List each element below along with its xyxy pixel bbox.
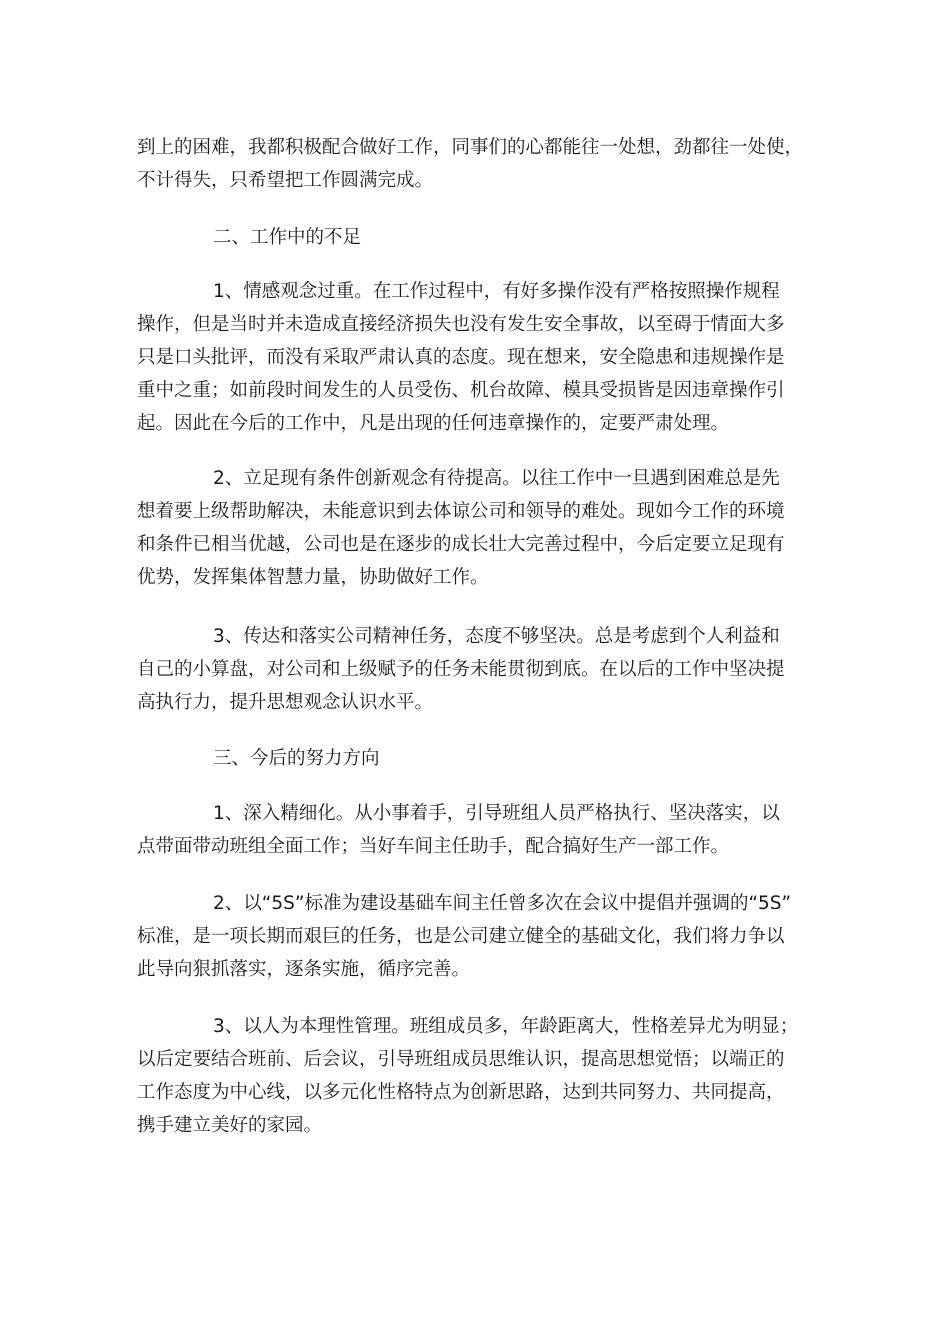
paragraph-line: 3、传达和落实公司精神任务，态度不够坚决。总是考虑到个人利益和 [213, 626, 780, 647]
paragraph-line: 以后定要结合班前、后会议，引导班组成员思维认识，提高思想觉悟；以端正的 [137, 1049, 785, 1070]
paragraph-line: 工作态度为中心线，以多元化性格特点为创新思路，达到共同努力、共同提高， [137, 1082, 785, 1103]
paragraph-line: 操作，但是当时并未造成直接经济损失也没有发生安全事故，以至碍于情面大多 [137, 314, 785, 335]
paragraph-line: 自己的小算盘，对公司和上级赋予的任务未能贯彻到底。在以后的工作中坚决提 [137, 659, 785, 680]
heading-text: 三、今后的努力方向 [213, 748, 380, 769]
paragraph-line: 2、以“5S”标准为建设基础车间主任曾多次在会议中提倡并强调的“5S” [213, 893, 792, 914]
shortcoming-paragraph-3 [137, 620, 817, 719]
paragraph-line: 到上的困难，我都积极配合做好工作，同事们的心都能往一处想，劲都往一处使， [137, 137, 804, 158]
section-heading-directions [137, 742, 893, 775]
heading-text: 二、工作中的不足 [213, 227, 362, 248]
paragraph-line: 标准，是一项长期而艰巨的任务，也是公司建立健全的基础文化，我们将力争以 [137, 926, 785, 947]
shortcoming-paragraph-1 [137, 275, 817, 440]
intro-paragraph [137, 131, 817, 197]
paragraph-line: 3、以人为本理性管理。班组成员多，年龄距离大，性格差异尤为明显； [213, 1016, 799, 1037]
paragraph-line: 和条件已相当优越，公司也是在逐步的成长壮大完善过程中，今后定要立足现有 [137, 534, 785, 555]
paragraph-line: 起。因此在今后的工作中，凡是出现的任何违章操作的，定要严肃处理。 [137, 413, 730, 434]
direction-paragraph-1 [137, 797, 817, 863]
direction-paragraph-2 [137, 887, 817, 986]
shortcoming-paragraph-2 [137, 462, 817, 594]
paragraph-line: 携手建立美好的家园。 [137, 1115, 323, 1136]
direction-paragraph-3 [137, 1010, 817, 1142]
paragraph-line: 点带面带动班组全面工作；当好车间主任助手，配合搞好生产一部工作。 [137, 836, 730, 857]
paragraph-line: 只是口头批评，而没有采取严肃认真的态度。现在想来，安全隐患和违规操作是 [137, 347, 785, 368]
paragraph-line: 不计得失，只希望把工作圆满完成。 [137, 170, 434, 191]
section-heading-shortcomings [137, 221, 893, 254]
paragraph-line: 2、立足现有条件创新观念有待提高。以往工作中一旦遇到困难总是先 [213, 468, 780, 489]
paragraph-line: 1、情感观念过重。在工作过程中，有好多操作没有严格按照操作规程 [213, 281, 780, 302]
paragraph-line: 此导向狠抓落实，逐条实施，循序完善。 [137, 959, 471, 980]
paragraph-line: 1、深入精细化。从小事着手，引导班组人员严格执行、坚决落实，以 [213, 803, 780, 824]
paragraph-line: 高执行力，提升思想观念认识水平。 [137, 692, 434, 713]
paragraph-line: 优势，发挥集体智慧力量，协助做好工作。 [137, 567, 489, 588]
paragraph-line: 重中之重；如前段时间发生的人员受伤、机台故障、模具受损皆是因违章操作引 [137, 380, 785, 401]
paragraph-line: 想着要上级帮助解决，未能意识到去体谅公司和领导的难处。现如今工作的环境 [137, 501, 785, 522]
